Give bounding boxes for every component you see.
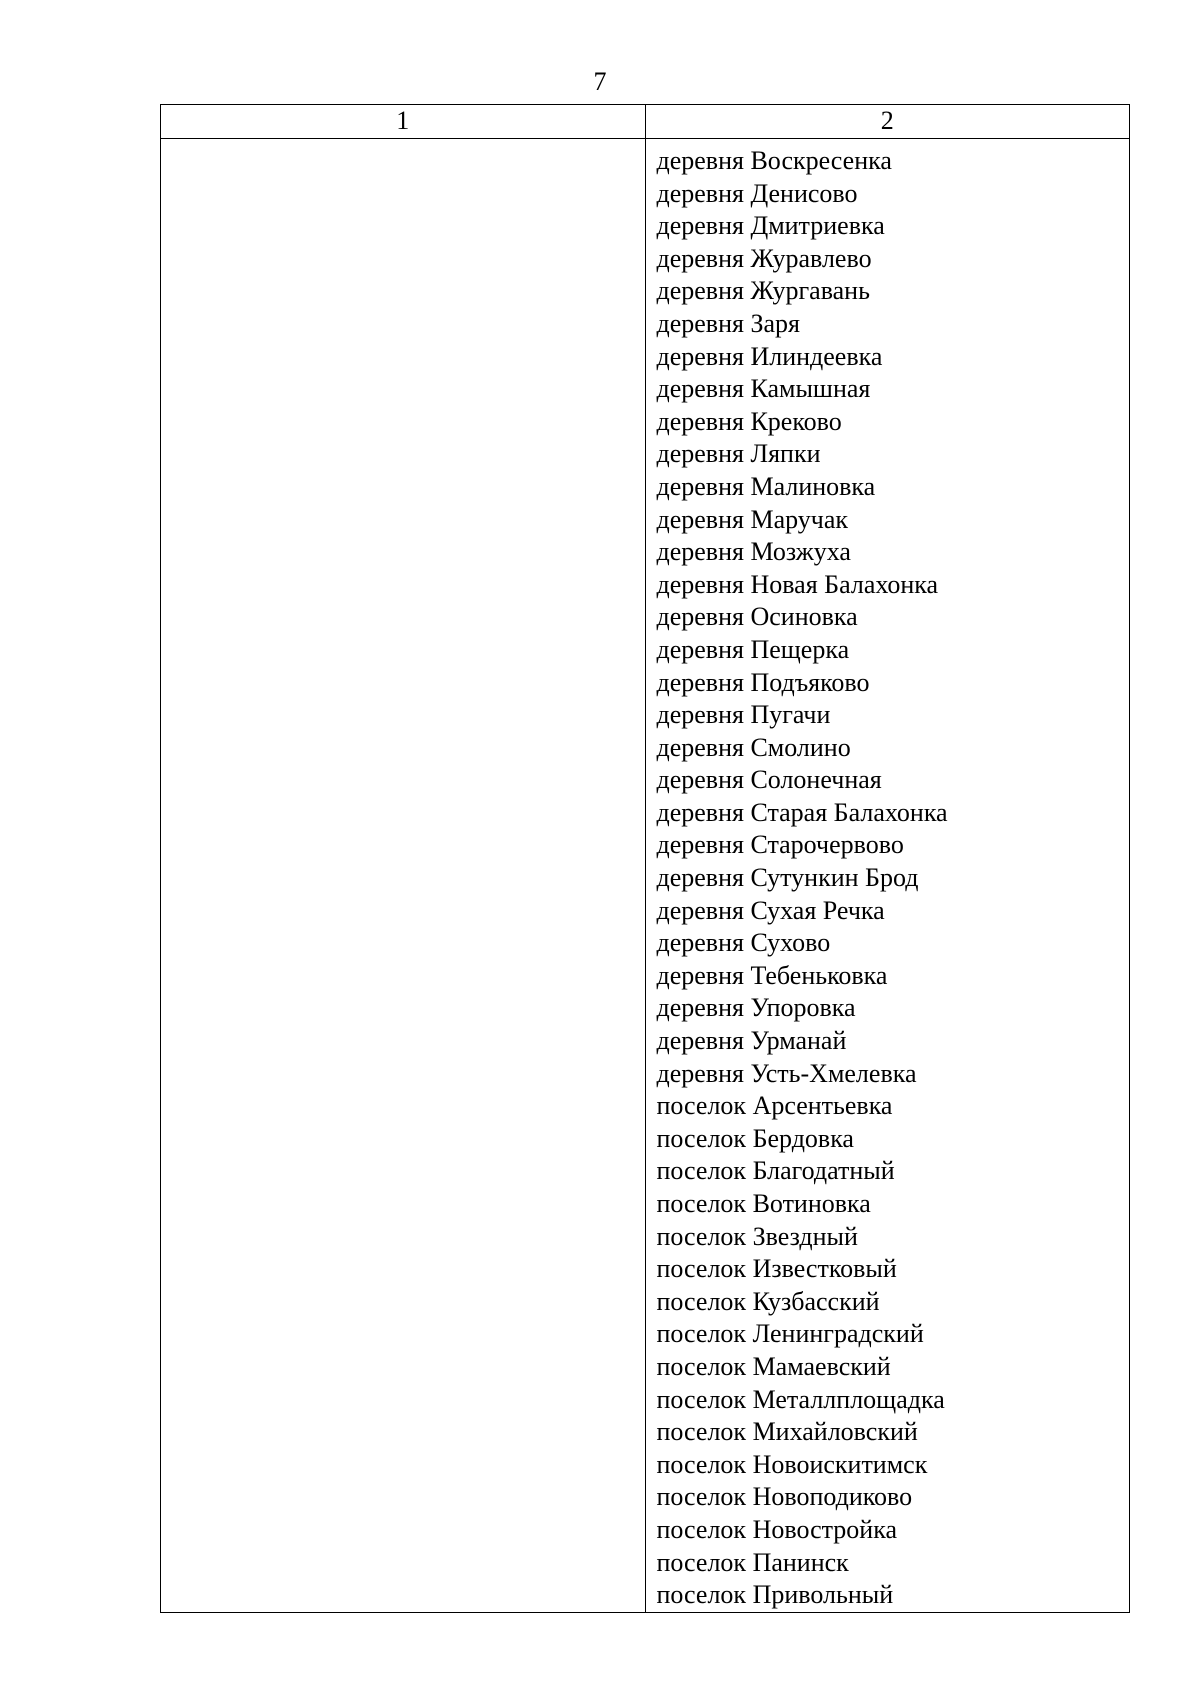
settlement-list-item: деревня Сухая Речка	[656, 895, 885, 925]
settlement-list-item: поселок Вотиновка	[656, 1189, 871, 1218]
column-2-header: 2	[645, 105, 1130, 138]
settlement-list-item: деревня Журавлево	[656, 243, 872, 273]
column-1-header: 1	[396, 106, 410, 135]
settlement-list-item: деревня Старочервово	[656, 830, 904, 860]
settlement-list-item: деревня Креково	[656, 406, 842, 436]
settlement-list-item: деревня Дмитриевка	[656, 211, 885, 241]
settlement-list-item: поселок Благодатный	[656, 1156, 895, 1186]
settlement-list-item: поселок Новоискитимск	[656, 1449, 928, 1479]
settlement-list-item: поселок Бердовка	[656, 1123, 854, 1153]
settlement-list-item: деревня Жургавань	[656, 276, 870, 306]
settlement-list-item: деревня Воскресенка	[656, 146, 892, 175]
settlement-list-item: деревня Усть-Хмелевка	[656, 1058, 917, 1088]
settlement-list-item: поселок Новоподиково	[656, 1482, 913, 1512]
settlement-list-item: поселок Металлплощадка	[656, 1384, 945, 1414]
settlement-list-item: деревня Илиндеевка	[656, 341, 883, 371]
settlement-list-item: поселок Кузбасский	[656, 1286, 880, 1316]
settlement-list-item: поселок Панинск	[656, 1547, 849, 1577]
settlement-list-item: деревня Сухово	[656, 928, 831, 958]
settlement-list-item: деревня Осиновка	[656, 602, 858, 632]
settlement-list-item: деревня Камышная	[656, 374, 871, 404]
settlement-list-item: деревня Мозжуха	[656, 537, 851, 567]
settlement-list-item: поселок Мамаевский	[656, 1351, 891, 1381]
settlement-list-item: поселок Звездный	[656, 1221, 858, 1251]
column-1-cell	[161, 139, 645, 1612]
settlement-list-item: деревня Новая Балахонка	[656, 569, 939, 599]
settlement-list-item: деревня Малиновка	[656, 471, 876, 501]
settlement-list-item: деревня Солонечная	[656, 765, 882, 795]
settlement-list-item: деревня Денисово	[656, 178, 858, 208]
settlement-list-item: деревня Сутункин Брод	[656, 863, 919, 893]
settlements-table	[160, 104, 1130, 1613]
settlement-list-item: деревня Маручак	[656, 504, 849, 534]
settlement-list-item: деревня Смолино	[656, 732, 851, 762]
settlement-list-item: поселок Арсентьевка	[656, 1091, 893, 1121]
settlement-list-item: деревня Ляпки	[656, 439, 821, 469]
settlement-list-item: деревня Заря	[656, 308, 800, 338]
settlement-list-item: поселок Привольный	[656, 1580, 894, 1610]
settlement-list-item: поселок Ленинградский	[656, 1319, 924, 1349]
settlement-list-item: поселок Михайловский	[656, 1417, 918, 1447]
settlement-list-item: поселок Новостройка	[656, 1514, 897, 1544]
settlement-list-item: деревня Упоровка	[656, 993, 856, 1023]
settlement-list-item: деревня Тебеньковка	[656, 960, 888, 990]
column-2-cell	[645, 139, 1130, 1612]
page-number: 7	[593, 67, 607, 96]
table-header-row	[161, 105, 1129, 139]
settlement-list-item: деревня Пещерка	[656, 634, 850, 664]
settlement-list	[646, 139, 1130, 1612]
settlement-list-item: деревня Пугачи	[656, 700, 831, 730]
settlement-list-item: деревня Старая Балахонка	[656, 797, 948, 827]
table-body-row	[161, 139, 1129, 1612]
settlement-list-item: деревня Подъяково	[656, 667, 870, 697]
settlement-list-item: поселок Известковый	[656, 1254, 897, 1284]
settlement-list-item: деревня Урманай	[656, 1026, 847, 1056]
